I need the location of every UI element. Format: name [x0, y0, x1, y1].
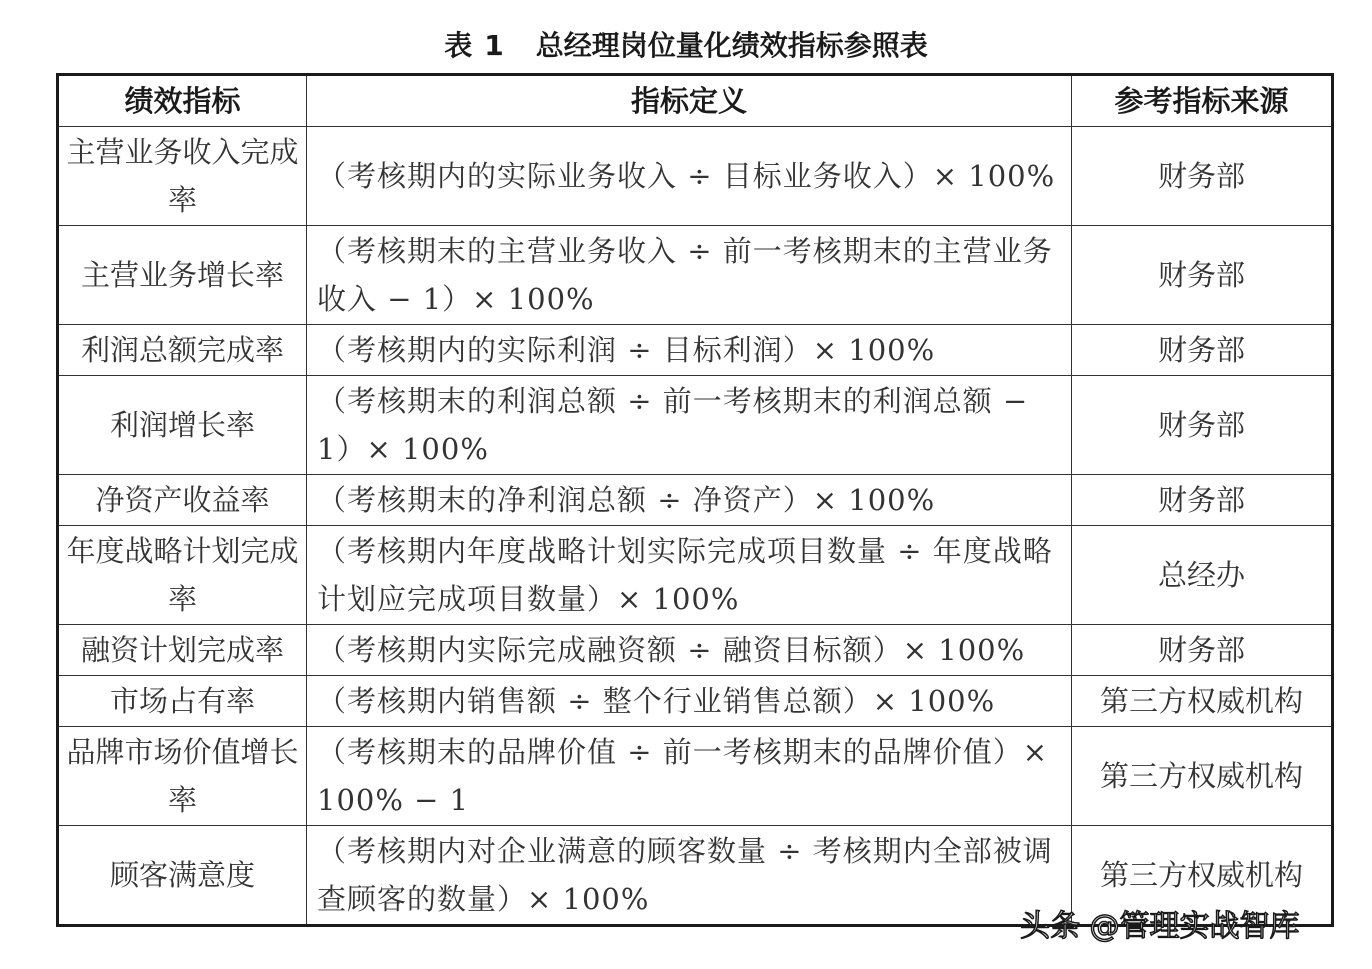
source-cell: 第三方权威机构 [1072, 676, 1333, 727]
source-cell: 财务部 [1072, 475, 1333, 526]
watermark: 头条 @管理实战智库 [1020, 909, 1300, 944]
table-header-row [58, 75, 1333, 127]
source-cell: 财务部 [1072, 625, 1333, 676]
table-title [0, 26, 1372, 66]
definition-cell: （考核期末的利润总额 ÷ 前一考核期末的利润总额 − 1）× 100% [307, 376, 1072, 475]
definition-cell: （考核期末的主营业务收入 ÷ 前一考核期末的主营业务收入 − 1）× 100% [307, 226, 1072, 325]
definition-cell: （考核期内对企业满意的顾客数量 ÷ 考核期内全部被调查顾客的数量）× 100% [307, 826, 1072, 926]
table-row [58, 625, 1333, 676]
table-row [58, 376, 1333, 475]
table-row [58, 526, 1333, 625]
source-cell: 财务部 [1072, 325, 1333, 376]
source-cell: 财务部 [1072, 376, 1333, 475]
indicator-cell: 主营业务收入完成率 [58, 127, 307, 226]
definition-cell: （考核期内年度战略计划实际完成项目数量 ÷ 年度战略计划应完成项目数量）× 100% [307, 526, 1072, 625]
definition-cell: （考核期内销售额 ÷ 整个行业销售总额）× 100% [307, 676, 1072, 727]
indicator-cell: 利润总额完成率 [58, 325, 307, 376]
header-indicator: 绩效指标 [58, 75, 307, 127]
indicator-cell: 主营业务增长率 [58, 226, 307, 325]
table-row [58, 475, 1333, 526]
definition-cell: （考核期末的净利润总额 ÷ 净资产）× 100% [307, 475, 1072, 526]
table-title-prefix: 表 [444, 29, 473, 62]
table-row [58, 127, 1333, 226]
indicator-cell: 融资计划完成率 [58, 625, 307, 676]
definition-cell: （考核期内的实际业务收入 ÷ 目标业务收入）× 100% [307, 127, 1072, 226]
table-row [58, 727, 1333, 826]
definition-cell: （考核期内的实际利润 ÷ 目标利润）× 100% [307, 325, 1072, 376]
table-title-number: 1 [484, 29, 504, 62]
indicator-cell: 年度战略计划完成率 [58, 526, 307, 625]
source-cell: 第三方权威机构 [1072, 727, 1333, 826]
indicator-cell: 净资产收益率 [58, 475, 307, 526]
header-definition: 指标定义 [307, 75, 1072, 127]
indicator-cell: 品牌市场价值增长率 [58, 727, 307, 826]
source-cell: 第三方权威机构 [1072, 826, 1333, 926]
table-title-text: 总经理岗位量化绩效指标参照表 [535, 29, 928, 62]
indicator-cell: 市场占有率 [58, 676, 307, 727]
source-cell: 财务部 [1072, 226, 1333, 325]
table-row [58, 325, 1333, 376]
definition-cell: （考核期内实际完成融资额 ÷ 融资目标额）× 100% [307, 625, 1072, 676]
definition-cell: （考核期末的品牌价值 ÷ 前一考核期末的品牌价值）× 100% − 1 [307, 727, 1072, 826]
kpi-table [56, 73, 1334, 927]
table-row [58, 676, 1333, 727]
indicator-cell: 顾客满意度 [58, 826, 307, 926]
source-cell: 财务部 [1072, 127, 1333, 226]
source-cell: 总经办 [1072, 526, 1333, 625]
table-row [58, 226, 1333, 325]
indicator-cell: 利润增长率 [58, 376, 307, 475]
header-source: 参考指标来源 [1072, 75, 1333, 127]
